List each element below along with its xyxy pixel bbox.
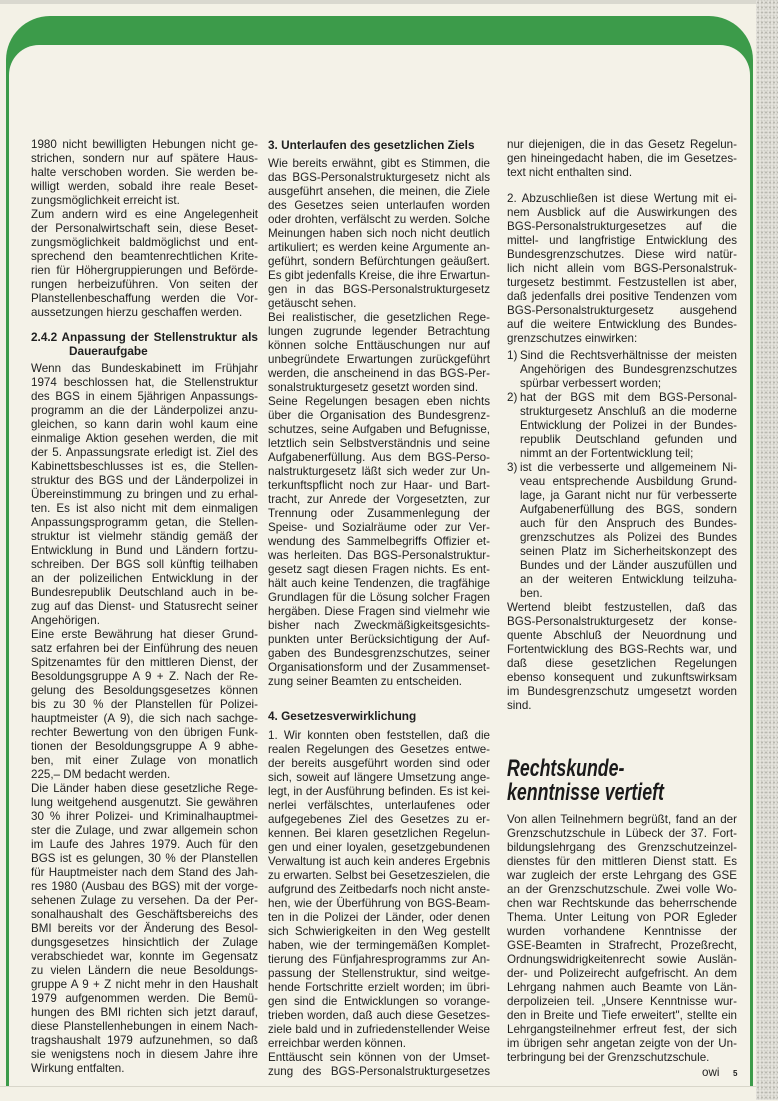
text-line: 1979 aufgenommen werden. Die Bemü- <box>31 992 258 1005</box>
headline-line: Rechtskunde- <box>507 755 625 782</box>
text-line: nerlei verfälschtes, unterlaufenes oder <box>268 799 490 812</box>
text-line: sie wenigstens noch in diesem Jahre ihre <box>31 1048 258 1061</box>
text-line: Von allen Teilnehmern begrüßt, fand an der <box>507 813 737 826</box>
text-line: terkunftspflicht noch zur Haar- und Bart- <box>268 479 490 492</box>
text-line: lung weitgehend ausgenutzt. Sie gewähren <box>31 796 258 809</box>
text-line: lage, ja Garant nicht nur für verbesserte <box>520 489 737 502</box>
text-line: rien für Höhergruppierungen und Beförde- <box>31 264 258 277</box>
text-line: bis zu 30 % der Planstellen für Polizei- <box>31 698 258 711</box>
text-line: ist die verbesserte und allgemeinem Ni- <box>520 461 737 474</box>
text-line: Spitzenamtes für den mittleren Dienst, der <box>31 656 258 669</box>
text-line: text nicht enthalten sind. <box>507 166 633 179</box>
text-line: Aufgabenerfüllung des BGS, sondern <box>520 503 737 516</box>
text-line: Bundesrepublik Deutschland auch in be- <box>31 586 258 599</box>
paragraph <box>31 138 258 208</box>
text-line: hen, wie der Überführung von BGS-Beam- <box>268 897 490 910</box>
text-line: Sind die Rechtsverhältnisse der meisten <box>520 349 737 362</box>
text-line: 1. Wir konnten oben feststellen, daß die <box>268 729 490 742</box>
text-line: Anpassungsprogramm getan, die Stellen- <box>31 516 258 529</box>
paragraph <box>268 311 490 395</box>
text-line: gelung des Besoldungsgesetzes können <box>31 684 258 697</box>
text-line: Besoldungsgruppe A 9 + Z. Nach der Re- <box>31 670 258 683</box>
text-line: Trennung oder Zusammenlegung der <box>268 507 490 520</box>
text-line: auch für den Anspruch des Bundes- <box>520 517 737 530</box>
text-line: bisher nach Zweckmäßigkeitsgesichts- <box>268 619 490 632</box>
paragraph <box>507 138 737 180</box>
text-line: Ordnungswidrigkeitenrecht sowie Auslän- <box>507 953 737 966</box>
text-line: tierung des Fünfjahresprogramms zur An- <box>268 953 490 966</box>
text-line: daß diese gesetzlichen Regelungen <box>507 657 737 670</box>
text-line: Daueraufgabe <box>69 344 148 358</box>
text-line: Wie bereits erwähnt, gibt es Stimmen, die <box>268 157 490 170</box>
text-line: Verwaltung ist auch kein anderes Ergebnis <box>268 855 490 868</box>
text-line: Bundes und der Länder auszufüllen und <box>520 559 737 572</box>
text-line: ten in die Polizei der Länder, oder denen <box>268 911 490 924</box>
paragraph <box>268 729 490 1051</box>
list-item <box>507 349 737 391</box>
text-line: bildungslehrgang des Grenzschutzeinzel- <box>507 841 737 854</box>
text-line: Meinungen haben sich noch nicht deutlich <box>268 227 490 240</box>
text-line: Fortentwicklung des BGS-Rechts war, und <box>507 643 737 656</box>
text-line: den in Breite und Tiefe erweitert", stellte ein <box>507 1009 737 1022</box>
text-line: Grenzschutzschule in Lübeck der 37. Fort- <box>507 827 737 840</box>
text-line: republik Deutschland gefunden und <box>520 433 737 446</box>
text-line: struktur des BGS und der Länderpolizei in <box>31 474 258 487</box>
text-line: war zugleich der erste Lehrgang des GSE <box>507 869 737 882</box>
paragraph <box>31 208 258 320</box>
text-line: tionen der Besoldungsgruppe A 9 abhe- <box>31 740 258 753</box>
text-line: nur diejenigen, die in das Gesetz Regelun- <box>507 138 737 151</box>
paragraph <box>507 192 737 346</box>
text-line: mittel- und langfristige Entwicklung des <box>507 234 737 247</box>
list-marker: 3) <box>507 461 518 474</box>
headline-line: kenntnisse vertieft <box>507 779 664 806</box>
text-line: letztlich sein Selbstverständnis und seine <box>268 437 490 450</box>
text-line: gleichen, so kann darin wohl kaum eine <box>31 418 258 431</box>
text-line: dienstes für den mittleren Dienst statt. Es <box>507 855 737 868</box>
text-line: Speise- und Sozialräume oder zur Ver- <box>268 521 490 534</box>
page-margin-scan-noise <box>756 0 778 1100</box>
text-line: über die Organisation des Bundesgrenz- <box>268 409 490 422</box>
text-line: zung des BGS-Personalstrukturgesetzes <box>268 1065 490 1078</box>
text-line: werden, die anscheinend in das BGS-Per- <box>268 367 490 380</box>
text-line: getäuscht sehen. <box>268 297 357 310</box>
list-marker: 1) <box>507 349 518 362</box>
text-line: aufgegebenes Ziel des Gesetzes zu er- <box>268 813 490 826</box>
text-line: schutzes, seine Aufgaben und Befugnisse, <box>268 423 490 436</box>
text-line: 2.4.2 Anpassung der Stellenstruktur als <box>31 330 258 344</box>
text-line: Grundlagen für die Lösung solcher Fragen <box>268 591 490 604</box>
text-line: Seine Regelungen besagen eben nichts <box>268 395 490 408</box>
text-line: nem Ausblick auf die Auswirkungen des <box>507 206 737 219</box>
paragraph <box>31 362 258 628</box>
text-line: lungen zugrunde legender Betrachtung <box>268 325 490 338</box>
text-line: BMI bereits vor der Änderung des Besol- <box>31 922 258 935</box>
text-line: Angehörigen des Bundesgrenzschutzes <box>520 363 737 376</box>
text-line: punkten unter Berücksichtigung der Auf- <box>268 633 490 646</box>
text-line: strichen, sondern nur auf spätere Haus- <box>31 152 258 165</box>
text-line: gruppe A 9 + Z nicht mehr in den Haushalt <box>31 978 258 991</box>
text-line: verabschiedet war, konnte im Gegensatz <box>31 950 258 963</box>
text-line: hält auch keine Tendenzen, die tragfähige <box>268 577 490 590</box>
text-line: sich Schwierigkeiten in den Weg gestellt <box>268 925 490 938</box>
text-line: können solche Enttäuschungen nur auf <box>268 339 490 352</box>
text-line: im Bundesgrenzschutz umgesetzt worden <box>507 685 737 698</box>
text-line: geführt, sondern Befürchtungen geäußert. <box>268 255 490 268</box>
text-line: sich, soweit auf längere Umsetzung ange- <box>268 771 490 784</box>
text-line: 225,– DM bedacht werden. <box>31 768 171 781</box>
text-line: der 5. Anpassungsrate erledigt ist. Ziel des <box>31 446 258 459</box>
text-line: an der polizeilichen Entwicklung in der <box>31 572 258 585</box>
text-line: nimmt an der Fortentwicklung teil; <box>520 447 694 460</box>
text-line: trieben worden, daß auch diese Gesetzes- <box>268 1009 490 1022</box>
text-line: Entwicklung in Bund und Ländern fortzu- <box>31 544 258 557</box>
text-line: Planstellenbeschaffung werden die Vor- <box>31 292 258 305</box>
text-line: spürbar verbessert worden; <box>520 377 662 390</box>
text-line: zung seiner Beamten zu entscheiden. <box>268 675 462 688</box>
section-heading <box>268 709 490 723</box>
text-line: Wenn das Bundeskabinett im Frühjahr <box>31 362 258 375</box>
text-line: halte verschoben worden. Sie werden be- <box>31 166 258 179</box>
text-line: tragshaushalt 1979 aufzunehmen, so daß <box>31 1034 258 1047</box>
text-line: ausgeführt ansehen, die meinen, die Ziele <box>268 185 490 198</box>
text-line: aufgrund des Zeitbedarfs noch nicht anste- <box>268 883 490 896</box>
text-line: ziele bald und in zufriedenstellender Weise <box>268 1023 490 1036</box>
text-line: Kabinettsbeschlusses ist es, die Stellen- <box>31 460 258 473</box>
text-line: oder drohten, verfälscht zu werden. Solche <box>268 213 490 226</box>
text-line: Angehörigen. <box>31 614 100 627</box>
text-line: der- und Polizeirecht aufgefrischt. An dem <box>507 967 737 980</box>
text-line: aussetzungen hierzu geschaffen werden. <box>31 306 243 319</box>
text-line: Übereinstimmung zu bringen und zu erhal- <box>31 488 258 501</box>
text-line: Es gibt jedenfalls Kreise, die ihre Erwartun- <box>268 269 490 282</box>
text-line: gesetz sagt diesen Fragen nichts. Es ent- <box>268 563 490 576</box>
list-marker: 2) <box>507 391 518 404</box>
text-line: sind. <box>507 699 532 712</box>
text-line: realen Regelungen des Gesetzes entwe- <box>268 743 490 756</box>
text-line: res 1980 (Ausbau des BGS) mit der vorge- <box>31 880 258 893</box>
text-line: hende Fortschritte erzielt worden; im übri- <box>268 981 490 994</box>
text-line: unbegründete Erwartungen zurückgeführt <box>268 353 490 366</box>
text-line: strukturgesetz Anschluß an die moderne <box>520 405 737 418</box>
text-line: artikuliert; es werden keine Argumente an- <box>268 241 490 254</box>
text-line: terbringung bei der Grenzschutzschule. <box>507 1051 710 1064</box>
text-line: veau entsprechende Ausbildung Grund- <box>520 475 737 488</box>
text-line: sonalstrukturgesetz gesetzt worden sind. <box>268 381 479 394</box>
text-line: tracht, zur Anrede der Vorgesetzten, zur <box>268 493 490 506</box>
text-line: Aufgabenerfüllung. Aus dem BGS-Perso- <box>268 451 490 464</box>
paragraph <box>31 628 258 782</box>
text-line: des Gesetzes seien unterlaufen worden <box>268 199 490 212</box>
text-line: Lehrgang nahmen auch Beamte von Län- <box>507 981 737 994</box>
page-bottom-margin <box>0 1086 756 1101</box>
text-line: das BGS-Personalstrukturgesetz nicht als <box>268 171 490 184</box>
text-line: Entwicklung der Polizei in der Bundes- <box>520 419 737 432</box>
text-line: hungen des BMI richten sich jetzt darauf, <box>31 1006 258 1019</box>
text-column-left <box>31 138 258 1076</box>
text-line: 2. Abzuschließen ist diese Wertung mit ei- <box>507 192 737 205</box>
text-line: ten. Es ist also nicht mit dem einmaligen <box>31 502 258 515</box>
text-line: 3. Unterlaufen des gesetzlichen Ziels <box>268 138 475 152</box>
text-line: Enttäuscht sein können von der Umset- <box>268 1051 490 1064</box>
text-line: ben. <box>520 587 543 600</box>
section-heading <box>268 138 490 152</box>
text-line: quente Abschluß der Neuordnung und <box>507 629 737 642</box>
text-line: satz erfahren bei der Einführung des neuen <box>31 642 258 655</box>
text-line: Zum andern wird es eine Angelegenheit <box>31 208 258 221</box>
text-line: gaben des Bundesgrenzschutzes, seiner <box>268 647 490 660</box>
text-line: Die Länder haben diese gesetzliche Rege- <box>31 782 258 795</box>
page-number: 5 <box>733 1069 738 1078</box>
text-line: derpolizeien teil. „Unsere Kenntnisse wur- <box>507 995 737 1008</box>
text-line: BGS-Personalstrukturgesetzes auf die <box>507 220 737 233</box>
text-line: ster die Zulage, und zwar allgemein schon <box>31 824 258 837</box>
text-line: was herleiten. Das BGS-Personalstruktur- <box>268 549 490 562</box>
text-line: haben, wie der termingemäßen Komplet- <box>268 939 490 952</box>
text-line: struktur ist vielmehr ständig gemäß der <box>31 530 258 543</box>
text-line: turgesetz bestimmt. Festzustellen ist aber, <box>507 276 737 289</box>
text-line: grenzschutzes als Polizei des Bundes <box>520 531 737 544</box>
text-column-middle <box>268 138 490 1079</box>
text-line: programm an die der Länderpolizei anzu- <box>31 404 258 417</box>
text-line: wendung des Sammelbegriffs Offizier et- <box>268 535 490 548</box>
text-line: Organisationsform und der Zusammenset- <box>268 661 490 674</box>
text-line: rungen herbeizuführen. Von seiten der <box>31 278 258 291</box>
text-line: sehenen Zulage zu versehen. Da der Per- <box>31 894 258 907</box>
text-line: willigt werden, sobald ihre reale Beset- <box>31 180 258 193</box>
text-line: gen hineingedacht haben, die im Gesetzes- <box>507 152 737 165</box>
paragraph <box>268 395 490 689</box>
text-line: zu erwarten. Selbst bei Gesetzeszielen, die <box>268 869 490 882</box>
paragraph <box>31 782 258 1076</box>
list-item <box>507 391 737 461</box>
text-line: Wirkung entfalten. <box>31 1062 125 1075</box>
text-line: Thema. Unter Leitung von POR Egleder <box>507 911 737 924</box>
text-line: lich nicht allein vom BGS-Personalstruk- <box>507 262 737 275</box>
text-line: Bundesgrenzschutzes. Diese wird natür- <box>507 248 737 261</box>
text-line: auf die weitere Entwicklung des Bundes- <box>507 318 737 331</box>
text-line: für Hauptmeister nach dem Stand des Jah- <box>31 866 258 879</box>
text-line: zu vielen Ländern die neue Besoldungs- <box>31 964 258 977</box>
section-heading <box>31 330 258 358</box>
text-line: seinen Platz im Sicherheitskonzept des <box>520 545 737 558</box>
text-line: im übrigen sehr angetan zeigte von der Un- <box>507 1037 737 1050</box>
paragraph <box>507 601 737 713</box>
text-line: grenzschutzes einwirken: <box>507 332 638 345</box>
text-line: 1980 nicht bewilligten Hebungen nicht ge- <box>31 138 258 151</box>
text-line: wurden vorhandene Kenntnisse der <box>507 925 737 938</box>
page-top-edge <box>0 0 778 4</box>
text-line: BGS ist es gelungen, 30 % der Planstellen <box>31 852 258 865</box>
text-line: an der Grenzschutzschule. Zwei volle Wo- <box>507 883 737 896</box>
text-line: ebenso konsequent und zukunftswirksam <box>507 671 737 684</box>
text-line: der bereits ausgeführt worden sind oder <box>268 757 490 770</box>
paragraph <box>268 1051 490 1079</box>
text-line: im Laufe des Jahres 1979. Auch für den <box>31 838 258 851</box>
text-line: schreiben. Der BGS soll künftig teilhaben <box>31 558 258 571</box>
text-line: rechter Bewertung von den übrigen Funk- <box>31 726 258 739</box>
text-column-right <box>507 138 737 713</box>
article-headline <box>507 757 664 805</box>
text-line: 1974 beschlossen hat, die Stellenstruktur <box>31 376 258 389</box>
text-line: BGS-Personalstrukturgesetz der konse- <box>507 615 737 628</box>
text-line: an der weiteren Entwicklung teilzuha- <box>520 573 737 586</box>
text-line: gen in das BGS-Personalstrukturgesetz <box>268 283 490 296</box>
text-line: ben, mit einer Zulage von monatlich <box>31 754 258 767</box>
text-line: 30 % ihrer Polizei- und Kriminalhauptmei- <box>31 810 258 823</box>
text-line: nalstrukturgesetz läßt sich weder zur Un- <box>268 465 490 478</box>
list-item <box>507 461 737 601</box>
text-line: Wertend bleibt festzustellen, daß das <box>507 601 737 614</box>
text-line: daß jedenfalls drei positive Tendenzen vom <box>507 290 737 303</box>
text-line: GSE-Beamten in Strafrecht, Prozeßrecht, <box>507 939 737 952</box>
text-line: gen und einer loyalen, gesetzgebundenen <box>268 841 490 854</box>
text-line: hergäben. Diese Fragen sind vielmehr wie <box>268 605 490 618</box>
text-line: chen war Rechtskunde das beherrschende <box>507 897 737 910</box>
text-line: der Personalwirtschaft sein, diese Beset- <box>31 222 258 235</box>
text-line: 4. Gesetzesverwirklichung <box>268 709 417 723</box>
text-line: hauptmeister (A 9), die sich nach sachge- <box>31 712 258 725</box>
text-line: zungsmöglichkeit baldmöglichst und ent- <box>31 236 258 249</box>
article-body <box>507 813 737 1065</box>
text-line: einmalige Aktion gesehen werden, die mit <box>31 432 258 445</box>
text-line: zungsmöglichkeit erreicht ist. <box>31 194 180 207</box>
text-line: des BGS in einem 5jährigen Anpassungs- <box>31 390 258 403</box>
author-signature: owi <box>702 1066 720 1079</box>
text-line: hat der BGS mit dem BGS-Personal- <box>520 391 737 404</box>
text-line: Lehrgangsteilnehmer erfreut fest, der sich <box>507 1023 737 1036</box>
text-line: zug auf das Dienst- und Statusrecht seiner <box>31 600 258 613</box>
text-line: BGS-Personalstrukturgesetz ausgehend <box>507 304 737 317</box>
text-line: erreichbar werden können. <box>268 1037 406 1050</box>
text-line: sprechend den beamtenrechtlichen Krite- <box>31 250 258 263</box>
text-line: gen sind die Entwicklungen so vorange- <box>268 995 490 1008</box>
text-line: sonalhaushalt des Geschäftsbereichs des <box>31 908 258 921</box>
text-line: Bei realistischer, die gesetzlichen Rege- <box>268 311 490 324</box>
text-line: dungsgesetzes hinsichtlich der Zulage <box>31 936 258 949</box>
text-line: passung der Stellenstruktur, sind weitge- <box>268 967 490 980</box>
paragraph <box>268 157 490 311</box>
text-line: Eine erste Bewährung hat dieser Grund- <box>31 628 258 641</box>
text-line: kennen. Bei klaren gesetzlichen Regelun- <box>268 827 490 840</box>
text-line: legt, in der Ausführung befinden. Es ist kei- <box>268 785 490 798</box>
text-line: diese Planstellenhebungen in einem Nach- <box>31 1020 258 1033</box>
